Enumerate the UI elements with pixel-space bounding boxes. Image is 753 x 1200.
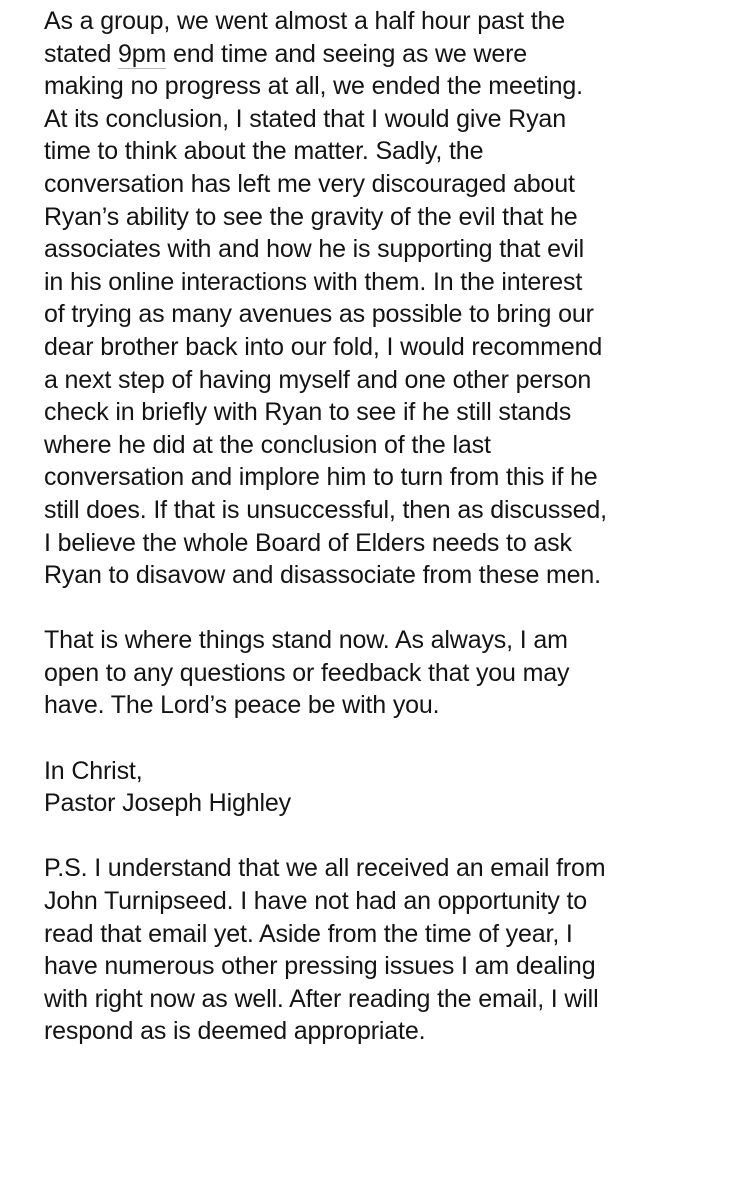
text-line: open to any questions or feedback that you may bbox=[44, 658, 570, 687]
text-line: respond as is deemed appropriate. bbox=[44, 1017, 426, 1046]
text-line: time to think about the matter. Sadly, the bbox=[44, 137, 484, 166]
signature-block bbox=[44, 755, 744, 820]
text-line: read that email yet. Aside from the time of year, I bbox=[44, 919, 573, 948]
text-line: As a group, we went almost a half hour past the bbox=[44, 7, 566, 35]
paragraph-status bbox=[44, 624, 744, 722]
text-line: where he did at the conclusion of the last bbox=[44, 430, 491, 459]
paragraph-spacer bbox=[44, 820, 744, 853]
text-line: John Turnipseed. I have not had an opportunity to bbox=[44, 887, 588, 916]
text-line: a next step of having myself and one other person bbox=[44, 365, 592, 394]
text-line: I believe the whole Board of Elders needs to ask bbox=[44, 528, 572, 557]
text-line: still does. If that is unsuccessful, then as discussed, bbox=[44, 495, 607, 524]
text-line: P.S. I understand that we all received an email from bbox=[44, 854, 606, 883]
text-line: have. The Lord’s peace be with you. bbox=[44, 691, 440, 720]
text-line: Ryan to disavow and disassociate from these men. bbox=[44, 561, 601, 590]
paragraph-spacer bbox=[44, 592, 744, 625]
email-body bbox=[44, 5, 744, 1048]
text-line: dear brother back into our fold, I would recommend bbox=[44, 332, 603, 361]
text-line: with right now as well. After reading the email, I will bbox=[44, 984, 599, 1013]
text-line: in his online interactions with them. In the interest bbox=[44, 267, 583, 296]
text-line: At its conclusion, I stated that I would give Ryan bbox=[44, 104, 566, 133]
signature-name: Pastor Joseph Highley bbox=[44, 789, 291, 818]
postscript-paragraph bbox=[44, 852, 744, 1048]
paragraph-spacer bbox=[44, 722, 744, 755]
text-segment: stated bbox=[44, 39, 118, 68]
signature-closing: In Christ, bbox=[44, 756, 143, 785]
text-line: That is where things stand now. As always, I am bbox=[44, 626, 568, 655]
text-segment: end time and seeing as we were bbox=[166, 39, 528, 68]
text-line: of trying as many avenues as possible to bring our bbox=[44, 300, 594, 329]
paragraph-meeting-summary bbox=[44, 5, 744, 592]
text-line: associates with and how he is supporting that evil bbox=[44, 235, 585, 264]
text-line: have numerous other pressing issues I am dealing bbox=[44, 952, 596, 981]
time-link[interactable]: 9pm bbox=[118, 39, 167, 68]
text-line: making no progress at all, we ended the meeting. bbox=[44, 72, 583, 101]
text-line bbox=[44, 38, 744, 71]
text-line: check in briefly with Ryan to see if he still stands bbox=[44, 398, 572, 427]
text-line: conversation and implore him to turn from this if he bbox=[44, 463, 598, 492]
text-line: conversation has left me very discouraged about bbox=[44, 169, 575, 198]
text-line: Ryan’s ability to see the gravity of the evil that he bbox=[44, 202, 578, 231]
